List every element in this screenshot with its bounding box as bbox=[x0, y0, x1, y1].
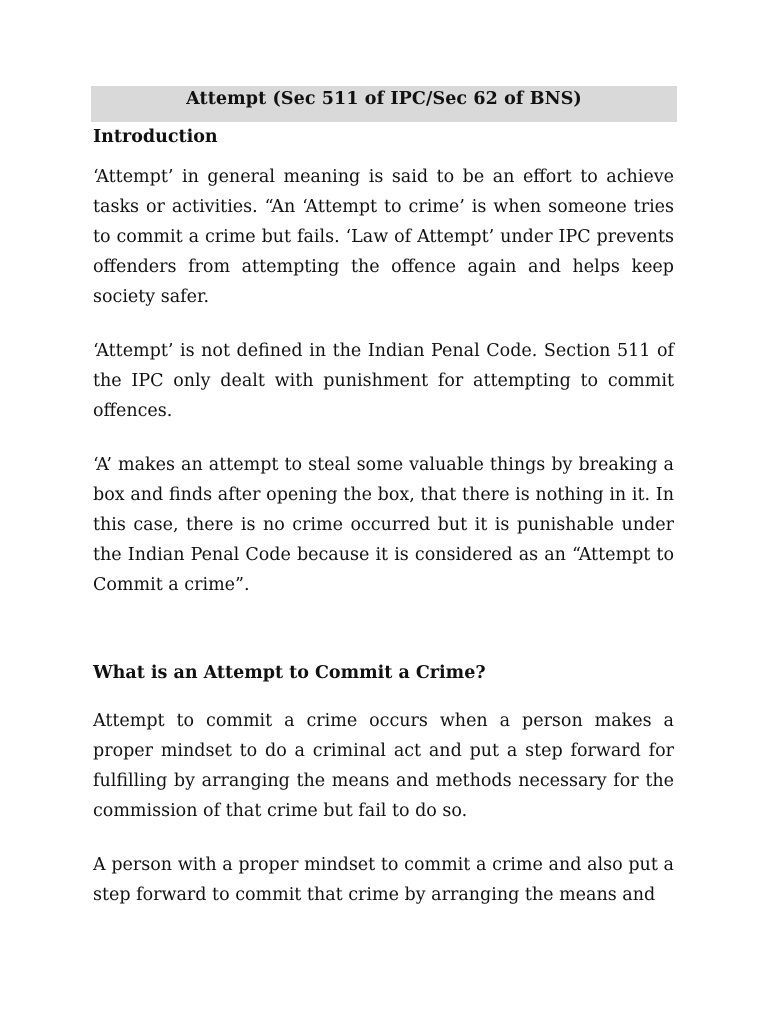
heading-what-is-attempt: What is an Attempt to Commit a Crime? bbox=[93, 663, 486, 683]
document-title: Attempt (Sec 511 of IPC/Sec 62 of BNS) bbox=[186, 89, 582, 109]
paragraph-2: ‘Attempt’ is not defined in the Indian Penal Code. Section 511 of the IPC only dealt with punishment for attempting to commit offences. bbox=[93, 341, 674, 421]
title-bar bbox=[91, 86, 677, 122]
paragraph-1: ‘Attempt’ in general meaning is said to be an effort to achieve tasks or activities. “An ‘Attempt to crime’ is when someone tries to commit a crime but fails. ‘Law of Attempt’ under IPC prevents offenders from attempting the offence again and helps keep society safer. bbox=[93, 167, 674, 307]
paragraph-5: A person with a proper mindset to commit a crime and also put a step forward to commit that crime by arranging the means and bbox=[93, 855, 674, 905]
paragraph-3: ‘A’ makes an attempt to steal some valuable things by breaking a box and finds after opening the box, that there is nothing in it. In this case, there is no crime occurred but it is punishable under the Indian Penal Code because it is considered as an “Attempt to Commit a crime”. bbox=[93, 455, 674, 595]
heading-introduction: Introduction bbox=[93, 127, 218, 147]
paragraph-4: Attempt to commit a crime occurs when a person makes a proper mindset to do a criminal act and put a step forward for fulfilling by arranging the means and methods necessary for the commission of that crime but fail to do so. bbox=[93, 711, 674, 821]
